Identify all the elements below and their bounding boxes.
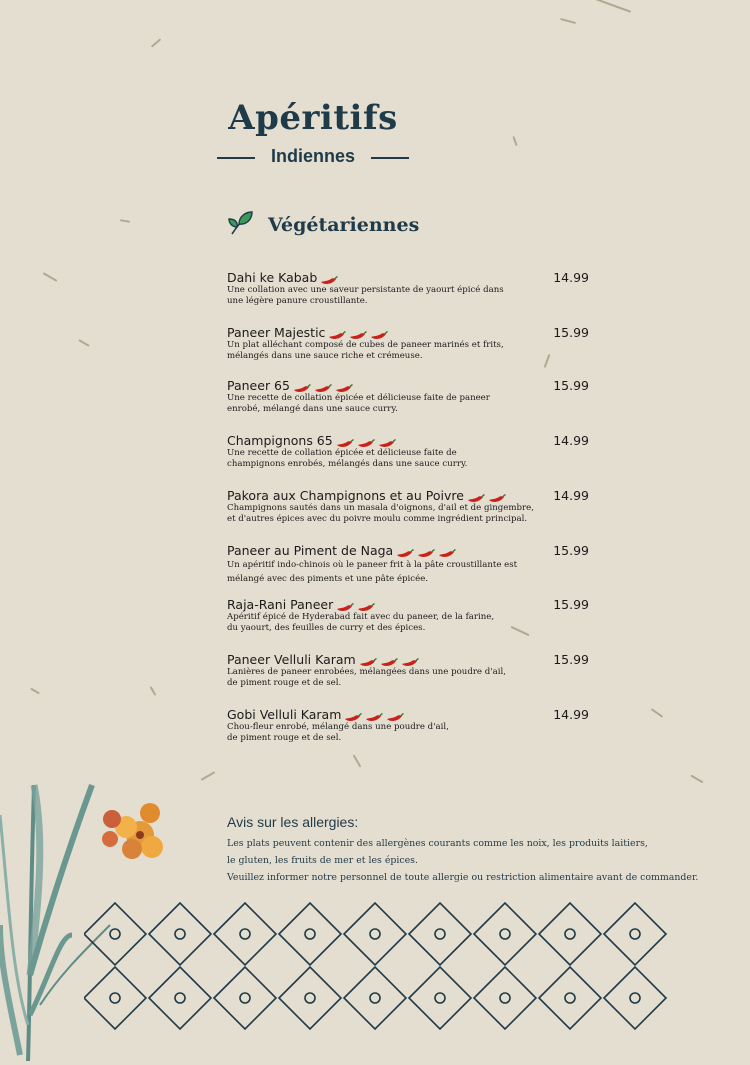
item-description-line: Lanières de paneer enrobées, mélangées dans une poudre d'ail, xyxy=(227,667,506,677)
spice-level xyxy=(333,433,396,448)
item-description-line: champignons enrobés, mélangés dans une sauce curry. xyxy=(227,459,468,469)
item-price: 15.99 xyxy=(553,378,589,393)
item-description-line: Un apéritif indo-chinois où le paneer frit à la pâte croustillante est xyxy=(227,560,518,570)
subtitle-row xyxy=(217,146,409,168)
item-name: Champignons 65 xyxy=(227,433,333,448)
item-name: Dahi ke Kabab xyxy=(227,270,318,285)
chili-pepper-icon xyxy=(370,329,388,339)
item-description-line: Une recette de collation épicée et délicieuse faite de paneer xyxy=(227,393,490,403)
menu-item xyxy=(227,378,597,415)
item-price: 15.99 xyxy=(553,597,589,612)
item-description-line: Apéritif épicé de Hyderabad fait avec du paneer, de la farine, xyxy=(227,612,495,622)
menu-item xyxy=(227,325,597,362)
chili-pepper-icon xyxy=(320,274,338,284)
item-description-line: Chou-fleur enrobé, mélangé dans une poudre d'ail, xyxy=(227,722,449,732)
item-description-line: Champignons sautés dans un masala d'oignons, d'ail et de gingembre, xyxy=(227,503,534,513)
allergy-line: Veuillez informer notre personnel de toute allergie ou restriction alimentaire avant de commander. xyxy=(227,872,699,883)
allergy-title: Avis sur les allergies: xyxy=(227,814,359,830)
subtitle-rule-right xyxy=(371,157,409,159)
item-price: 14.99 xyxy=(553,433,589,448)
chili-pepper-icon xyxy=(335,382,353,392)
chili-pepper-icon xyxy=(380,656,398,666)
page-subtitle: Indiennes xyxy=(270,146,355,166)
chili-pepper-icon xyxy=(438,547,456,557)
leaf-icon xyxy=(226,208,256,242)
spice-level xyxy=(325,325,388,340)
item-name: Raja-Rani Paneer xyxy=(227,597,334,612)
item-name: Paneer au Piment de Naga xyxy=(227,543,394,558)
spice-level xyxy=(464,488,506,503)
chili-pepper-icon xyxy=(401,656,419,666)
allergy-line: Les plats peuvent contenir des allergènes courants comme les noix, les produits laitiers, xyxy=(227,838,648,849)
spice-level xyxy=(290,378,353,393)
menu-item xyxy=(227,433,597,470)
chili-pepper-icon xyxy=(417,547,435,557)
page-title: Apéritifs xyxy=(228,98,398,138)
item-price: 14.99 xyxy=(553,488,589,503)
item-description-line: mélangé avec des piments et une pâte épicée. xyxy=(227,574,429,584)
item-description-line: du yaourt, des feuilles de curry et des épices. xyxy=(227,623,426,633)
item-description-line: Une collation avec une saveur persistante de yaourt épicé dans xyxy=(227,285,504,295)
chili-pepper-icon xyxy=(365,711,383,721)
section-heading xyxy=(226,210,419,240)
item-description-line: de piment rouge et de sel. xyxy=(227,733,342,743)
item-price: 15.99 xyxy=(553,652,589,667)
item-price: 14.99 xyxy=(553,707,589,722)
item-price: 15.99 xyxy=(553,325,589,340)
item-name: Paneer 65 xyxy=(227,378,290,393)
menu-item xyxy=(227,597,597,634)
chili-pepper-icon xyxy=(488,492,506,502)
item-name: Paneer Velluli Karam xyxy=(227,652,356,667)
chili-pepper-icon xyxy=(344,711,362,721)
item-description-line: de piment rouge et de sel. xyxy=(227,678,342,688)
menu-item xyxy=(227,652,597,689)
item-price: 14.99 xyxy=(553,270,589,285)
spice-level xyxy=(341,707,404,722)
spice-level xyxy=(356,652,419,667)
menu-item xyxy=(227,270,597,307)
spice-level xyxy=(333,597,375,612)
item-description-line: mélangés dans une sauce riche et crémeuse. xyxy=(227,351,423,361)
item-price: 15.99 xyxy=(553,543,589,558)
item-description-line: une légère panure croustillante. xyxy=(227,296,368,306)
item-description-line: Une recette de collation épicée et délicieuse faite de xyxy=(227,448,457,458)
item-description-line: Un plat alléchant composé de cubes de paneer marinés et frits, xyxy=(227,340,504,350)
chili-pepper-icon xyxy=(359,656,377,666)
chili-pepper-icon xyxy=(336,437,354,447)
item-name: Pakora aux Champignons et au Poivre xyxy=(227,488,464,503)
item-name: Paneer Majestic xyxy=(227,325,326,340)
section-label: Végétariennes xyxy=(268,214,420,236)
spice-level xyxy=(317,270,338,285)
chili-pepper-icon xyxy=(357,437,375,447)
menu-item xyxy=(227,707,597,744)
chili-pepper-icon xyxy=(357,601,375,611)
allergy-line: le gluten, les fruits de mer et les épices. xyxy=(227,855,418,866)
item-description-line: et d'autres épices avec du poivre moulu comme ingrédient principal. xyxy=(227,514,528,524)
chili-pepper-icon xyxy=(314,382,332,392)
chili-pepper-icon xyxy=(396,547,414,557)
chili-pepper-icon xyxy=(467,492,485,502)
menu-item xyxy=(227,488,597,525)
chili-pepper-icon xyxy=(336,601,354,611)
chili-pepper-icon xyxy=(328,329,346,339)
chili-pepper-icon xyxy=(349,329,367,339)
menu-item xyxy=(227,543,597,586)
chili-pepper-icon xyxy=(378,437,396,447)
chili-pepper-icon xyxy=(293,382,311,392)
item-description-line: enrobé, mélangé dans une sauce curry. xyxy=(227,404,398,414)
allergy-notice xyxy=(227,835,698,886)
chili-pepper-icon xyxy=(386,711,404,721)
spice-level xyxy=(393,543,456,558)
item-name: Gobi Velluli Karam xyxy=(227,707,342,722)
diamond-pattern-icon xyxy=(84,902,669,1036)
